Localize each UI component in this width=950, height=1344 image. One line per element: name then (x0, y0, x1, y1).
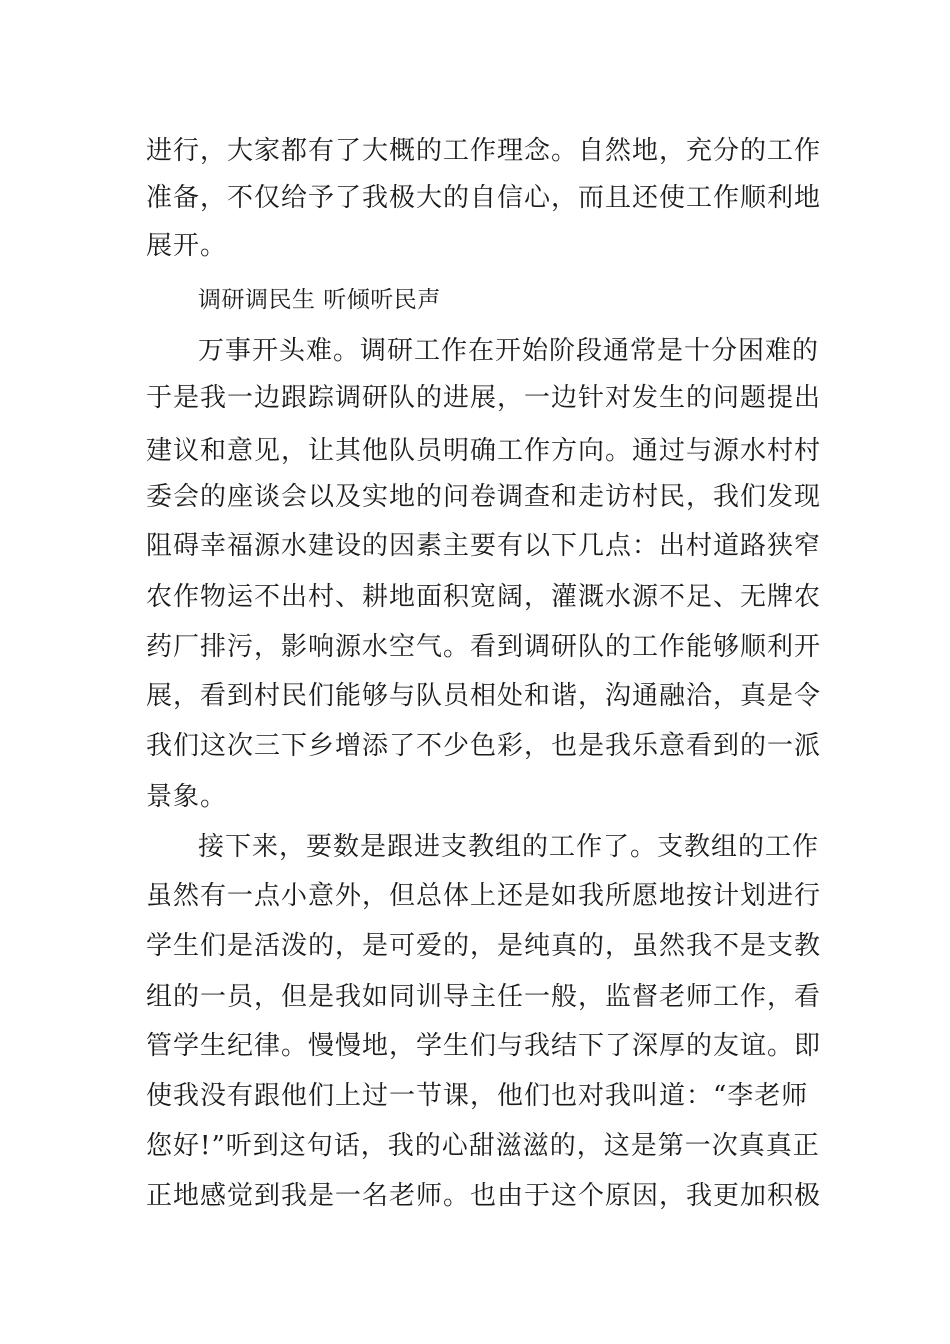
text-line: 委会的座谈会以及实地的问卷调查和走访村民，我们发现 (146, 482, 822, 512)
text-line: 您好!”听到这句话，我的心甜滋滋的，这是第一次真真正 (146, 1131, 820, 1161)
text-line: 于是我一边跟踪调研队的进展，一边针对发生的问题提出 (146, 383, 822, 413)
text-line: 学生们是活泼的，是可爱的，是纯真的，虽然我不是支教 (146, 931, 822, 961)
text-line: 正地感觉到我是一名老师。也由于这个原因，我更加积极 (146, 1181, 822, 1211)
text-line: 展开。 (146, 231, 228, 261)
text-line: 药厂排污，影响源水空气。看到调研队的工作能够顺利开 (146, 632, 822, 662)
text-line: 虽然有一点小意外，但总体上还是如我所愿地按计划进行 (146, 881, 822, 911)
text-line: 农作物运不出村、耕地面积宽阔，灌溉水源不足、无牌农 (146, 582, 822, 612)
text-line: 展，看到村民们能够与队员相处和谐，沟通融洽，真是令 (146, 681, 822, 711)
text-line: 接下来，要数是跟进支教组的工作了。支教组的工作 (198, 832, 820, 862)
text-line: 建议和意见，让其他队员明确工作方向。通过与源水村村 (146, 436, 822, 466)
text-line: 景象。 (146, 782, 228, 812)
text-line: 管学生纪律。慢慢地，学生们与我结下了深厚的友谊。即 (146, 1031, 822, 1061)
text-line: 进行，大家都有了大概的工作理念。自然地，充分的工作 (146, 136, 822, 166)
text-line: 我们这次三下乡增添了不少色彩，也是我乐意看到的一派 (146, 731, 822, 761)
section-subheading: 调研调民生 听倾听民声 (198, 287, 441, 313)
text-line: 准备，不仅给予了我极大的自信心，而且还使工作顺利地 (146, 183, 822, 213)
text-line: 组的一员，但是我如同训导主任一般，监督老师工作，看 (146, 982, 822, 1012)
text-line: 万事开头难。调研工作在开始阶段通常是十分困难的 (198, 336, 820, 366)
text-line: 阻碍幸福源水建设的因素主要有以下几点：出村道路狭窄 (146, 531, 822, 561)
text-line: 使我没有跟他们上过一节课，他们也对我叫道：“李老师 (146, 1081, 809, 1111)
